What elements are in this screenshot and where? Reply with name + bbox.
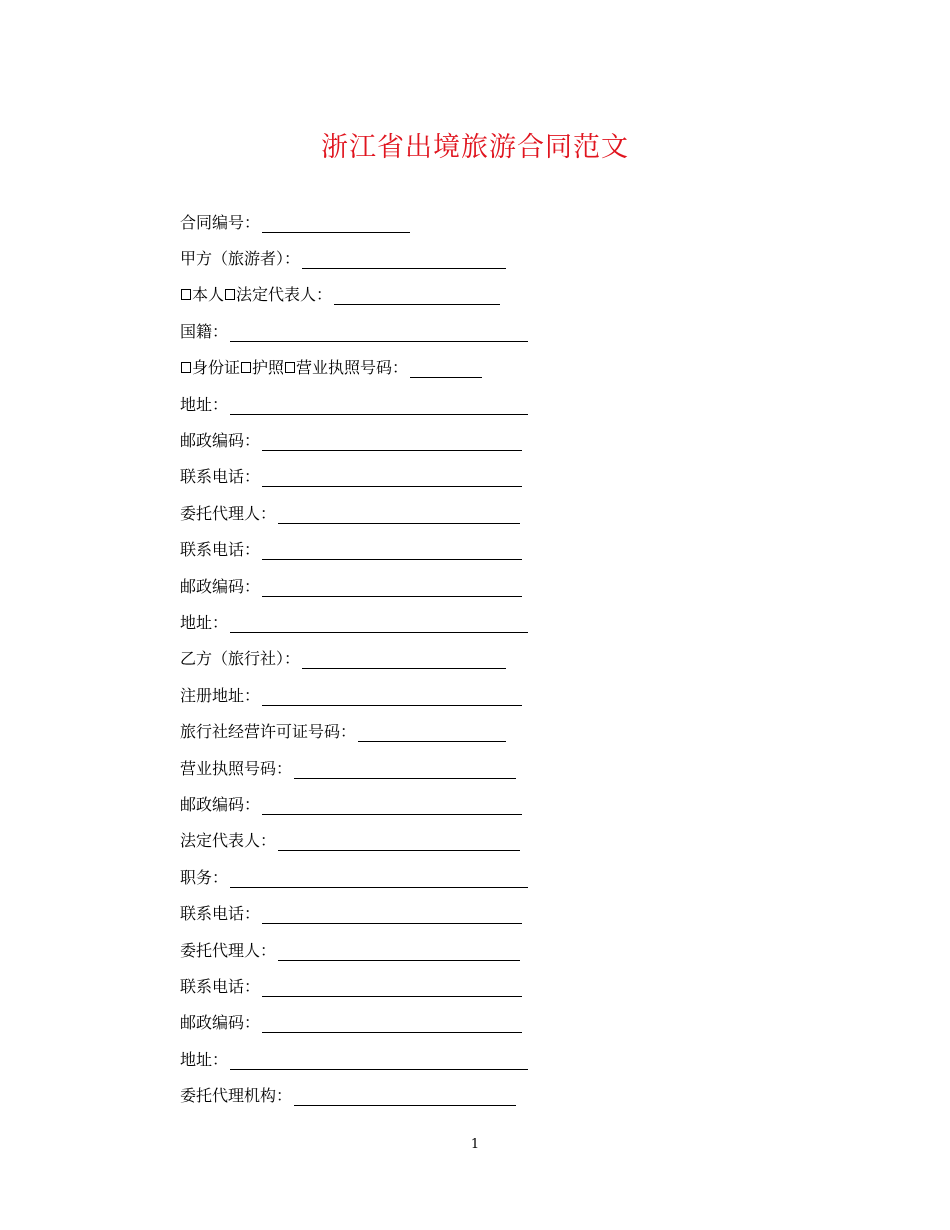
fill-in-blank[interactable]: [262, 909, 522, 924]
form-field-row: [180, 676, 540, 712]
form-field-row: [180, 822, 540, 858]
page-number: 1: [470, 1137, 480, 1152]
fill-in-blank[interactable]: [230, 618, 528, 633]
field-label: 邮政编码：: [180, 794, 261, 814]
form-field-row: [180, 567, 540, 603]
fill-in-blank[interactable]: [262, 800, 522, 815]
fill-in-blank[interactable]: [278, 836, 520, 851]
form-field-row: [180, 239, 540, 275]
field-label: 地址：: [180, 612, 229, 632]
field-label: 联系电话：: [180, 976, 261, 996]
form-field-row: [180, 858, 540, 894]
field-label: 合同编号：: [180, 212, 261, 232]
fill-in-blank[interactable]: [358, 727, 506, 742]
checkbox[interactable]: [181, 362, 191, 373]
field-label: 委托代理机构：: [180, 1086, 293, 1106]
field-label: 邮政编码：: [180, 576, 261, 596]
form-field-row: [180, 894, 540, 930]
field-label: 联系电话：: [180, 467, 261, 487]
field-label: 邮政编码：: [180, 431, 261, 451]
form-field-row: [180, 931, 540, 967]
form-field-row: [180, 1004, 540, 1040]
checkbox[interactable]: [285, 362, 295, 373]
fill-in-blank[interactable]: [262, 545, 522, 560]
fill-in-blank[interactable]: [278, 946, 520, 961]
checkbox-label: 护照: [252, 358, 285, 378]
field-label: 联系电话：: [180, 904, 261, 924]
fill-in-blank[interactable]: [302, 254, 506, 269]
field-label: 甲方（旅游者）：: [180, 249, 301, 269]
form-field-row: [180, 276, 540, 312]
field-label: 地址：: [180, 394, 229, 414]
field-label: 地址：: [180, 1049, 229, 1069]
field-label: 国籍：: [180, 321, 229, 341]
field-label: 联系电话：: [180, 540, 261, 560]
form-field-row: [180, 712, 540, 748]
fill-in-blank[interactable]: [278, 509, 520, 524]
checkbox-label: 本人: [192, 285, 225, 305]
fill-in-blank[interactable]: [294, 764, 516, 779]
form-field-list: [180, 203, 540, 1113]
field-label: 委托代理人：: [180, 503, 277, 523]
form-field-row: [180, 967, 540, 1003]
checkbox-label: 法定代表人：: [236, 285, 333, 305]
checkbox-label: 身份证: [192, 358, 241, 378]
form-field-row: [180, 1040, 540, 1076]
form-field-row: [180, 203, 540, 239]
document-title: 浙江省出境旅游合同范文: [321, 132, 629, 163]
fill-in-blank[interactable]: [262, 472, 522, 487]
fill-in-blank[interactable]: [302, 654, 506, 669]
form-field-row: [180, 349, 540, 385]
field-label: 职务：: [180, 867, 229, 887]
fill-in-blank[interactable]: [262, 1018, 522, 1033]
fill-in-blank[interactable]: [262, 691, 522, 706]
fill-in-blank[interactable]: [262, 436, 522, 451]
form-field-row: [180, 458, 540, 494]
checkbox[interactable]: [181, 289, 191, 300]
field-label: 委托代理人：: [180, 940, 277, 960]
form-field-row: [180, 494, 540, 530]
form-field-row: [180, 640, 540, 676]
field-label: 营业执照号码：: [180, 758, 293, 778]
field-label: 邮政编码：: [180, 1013, 261, 1033]
fill-in-blank[interactable]: [334, 290, 500, 305]
checkbox[interactable]: [241, 362, 251, 373]
fill-in-blank[interactable]: [262, 218, 410, 233]
form-field-row: [180, 385, 540, 421]
form-field-row: [180, 1076, 540, 1112]
field-label: 注册地址：: [180, 685, 261, 705]
form-field-row: [180, 603, 540, 639]
fill-in-blank[interactable]: [230, 1055, 528, 1070]
form-field-row: [180, 785, 540, 821]
checkbox[interactable]: [225, 289, 235, 300]
field-label: 旅行社经营许可证号码：: [180, 722, 357, 742]
form-field-row: [180, 421, 540, 457]
fill-in-blank[interactable]: [230, 327, 528, 342]
checkbox-label: 营业执照号码：: [296, 358, 409, 378]
fill-in-blank[interactable]: [230, 400, 528, 415]
form-field-row: [180, 749, 540, 785]
fill-in-blank[interactable]: [410, 363, 482, 378]
form-field-row: [180, 312, 540, 348]
field-label: 乙方（旅行社）：: [180, 649, 301, 669]
fill-in-blank[interactable]: [294, 1091, 516, 1106]
fill-in-blank[interactable]: [262, 982, 522, 997]
fill-in-blank[interactable]: [262, 582, 522, 597]
form-field-row: [180, 531, 540, 567]
fill-in-blank[interactable]: [230, 873, 528, 888]
field-label: 法定代表人：: [180, 831, 277, 851]
